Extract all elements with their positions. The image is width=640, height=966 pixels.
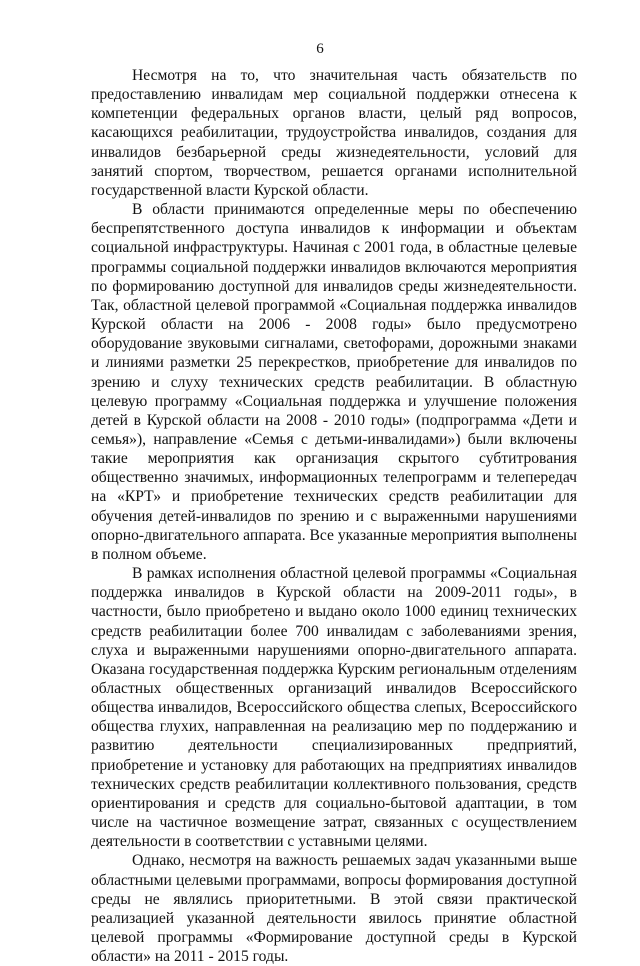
page-number: 6 xyxy=(316,41,324,57)
paragraph-2: В области принимаются определенные меры по обеспечению беспрепятственного доступа инвалидов к информации и объектам социальной инфраструктуры. Начиная с 2001 года, в областные целевые программы социальной поддержки инвалидов включаются мероприятия по формированию доступной для инвалидов среды жизнедеятельности. Так, областной целевой программой «Социальная поддержка инвалидов Курской области на 2006 - 2008 годы» было предусмотрено оборудование звуковыми сигналами, светофорами, дорожными знаками и линиями разметки 25 перекрестков, приобретение для инвалидов по зрению и слуху технических средств реабилитации. В областную целевую программу «Социальная поддержка и улучшение положения детей в Курской области на 2008 - 2010 годы» (подпрограмма «Дети и семья»), направление «Семья с детьми-инвалидами») были включены такие мероприятия как организация скрытого субтитрования общественно значимых, информационных телепрограмм и телепередач на «КРТ» и приобретение технических средств реабилитации для обучения детей-инвалидов по зрению и с выраженными нарушениями опорно-двигательного аппарата. Все указанные мероприятия выполнены в полном объеме. xyxy=(91,201,577,563)
paragraph-4: Однако, несмотря на важность решаемых задач указанными выше областными целевыми программами, вопросы формирования доступной среды не являлись приоритетными. В этой связи практической реализацией указанной деятельности явилось принятие областной целевой программы «Формирование доступной среды в Курской области» на 2011 - 2015 годы. xyxy=(91,852,577,966)
paragraph-3: В рамках исполнения областной целевой программы «Социальная поддержка инвалидов в Курской области на 2009-2011 годы», в частности, было приобретено и выдано около 1000 единиц технических средств реабилитации более 700 инвалидам с заболеваниями зрения, слуха и выраженными нарушениями опорно-двигательного аппарата. Оказана государственная поддержка Курским региональным отделениям областных общественных организаций инвалидов Всероссийского общества инвалидов, Всероссийского общества слепых, Всероссийского общества глухих, направленная на реализацию мер по поддержанию и развитию деятельности специализированных предприятий, приобретение и установку для работающих на предприятиях инвалидов технических средств реабилитации коллективного пользования, средств ориентирования и средств для социально-бытовой адаптации, в том числе на частичное возмещение затрат, связанных с осуществлением деятельности в соответствии с уставными целями. xyxy=(91,565,577,851)
document-body xyxy=(91,66,577,966)
paragraph-1: Несмотря на то, что значительная часть обязательств по предоставлению инвалидам мер социальной поддержки отнесена к компетенции федеральных органов власти, целый ряд вопросов, касающихся реабилитации, трудоустройства инвалидов, создания для инвалидов безбарьерной среды жизнедеятельности, условий для занятий спортом, творчеством, решается органами исполнительной государственной власти Курской области. xyxy=(91,67,577,199)
